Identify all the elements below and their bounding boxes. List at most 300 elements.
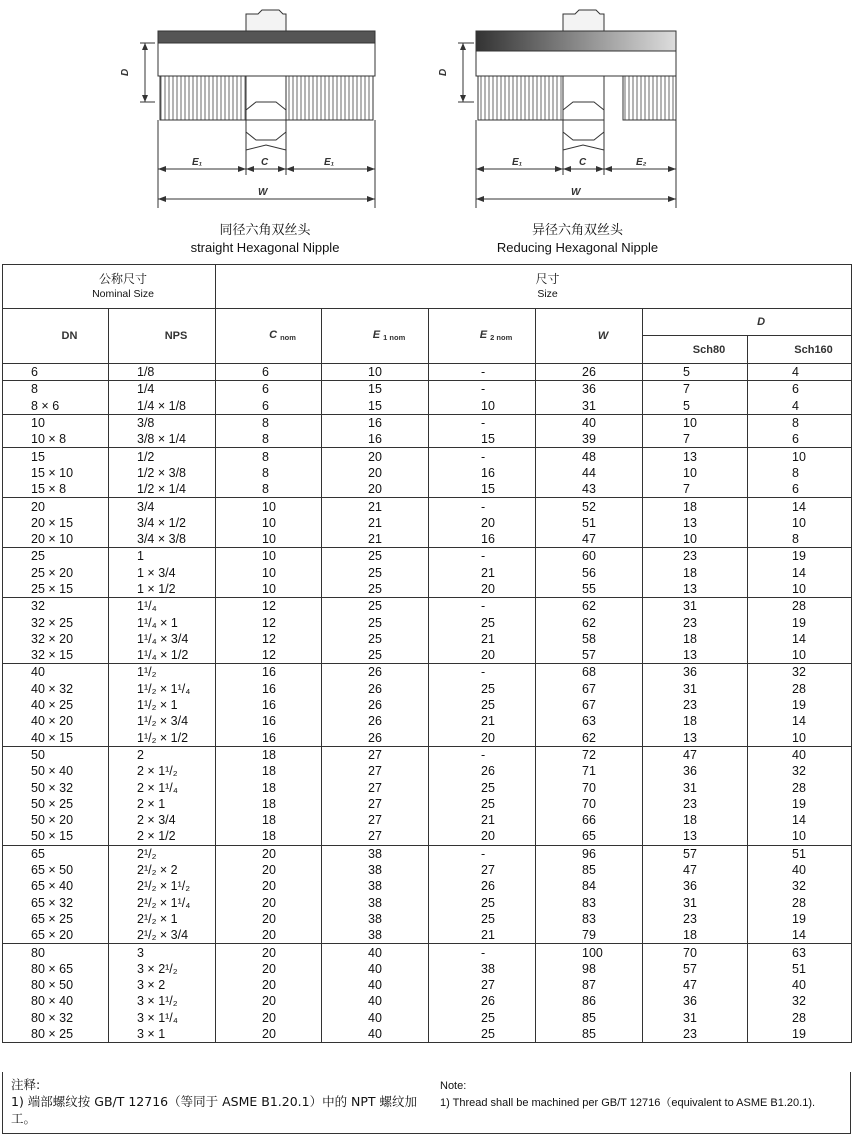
table-row: [3, 1010, 852, 1026]
table-cell: 10: [3, 414, 109, 431]
table-row: [3, 647, 852, 664]
table-cell: 26: [536, 364, 643, 381]
table-cell: 63: [748, 944, 852, 961]
table-cell: 36: [643, 664, 748, 681]
table-cell: 20: [216, 977, 322, 993]
table-cell: 12: [216, 598, 322, 615]
svg-text:E₁: E₁: [192, 157, 203, 168]
table-cell: 1 × 1/2: [109, 581, 216, 598]
table-cell: 20: [216, 927, 322, 944]
table-cell: 28: [748, 598, 852, 615]
table-cell: 31: [643, 598, 748, 615]
table-cell: 25: [429, 796, 536, 812]
table-cell: 25: [429, 1010, 536, 1026]
table-cell: 18: [643, 498, 748, 515]
table-cell: 1: [109, 548, 216, 565]
table-cell: 40: [322, 1010, 429, 1026]
table-cell: 32: [748, 763, 852, 779]
svg-text:C: C: [261, 157, 269, 168]
table-cell: 51: [536, 515, 643, 531]
table-cell: 3/4 × 1/2: [109, 515, 216, 531]
table-cell: 26: [429, 993, 536, 1009]
table-cell: 16: [216, 681, 322, 697]
table-cell: 14: [748, 812, 852, 828]
table-cell: 20: [429, 730, 536, 747]
table-cell: 2 × 1/2: [109, 828, 216, 845]
table-cell: 84: [536, 878, 643, 894]
table-cell: 18: [643, 565, 748, 581]
col-e2: E $_{2 nom}$: [429, 309, 536, 364]
table-cell: 15: [322, 398, 429, 415]
table-cell: 21: [322, 531, 429, 548]
table-cell: 6: [3, 364, 109, 381]
table-cell: 32: [3, 598, 109, 615]
table-cell: 18: [643, 713, 748, 729]
table-cell: 32: [748, 993, 852, 1009]
col-sch80: Sch80: [643, 336, 748, 364]
table-cell: 2¹/₂ × 1¹/₂: [109, 878, 216, 894]
table-cell: 31: [643, 681, 748, 697]
table-cell: 38: [322, 911, 429, 927]
table-row: [3, 993, 852, 1009]
table-cell: 7: [643, 381, 748, 398]
table-cell: 4: [748, 398, 852, 415]
table-row: [3, 531, 852, 548]
table-cell: 10: [216, 548, 322, 565]
table-cell: 21: [429, 631, 536, 647]
table-cell: 67: [536, 681, 643, 697]
table-cell: 1¹/₄: [109, 598, 216, 615]
table-cell: 1¹/₂: [109, 664, 216, 681]
table-cell: 25: [322, 565, 429, 581]
table-cell: 86: [536, 993, 643, 1009]
table-cell: 16: [429, 465, 536, 481]
table-cell: 20: [322, 481, 429, 498]
table-cell: 96: [536, 845, 643, 862]
table-cell: 21: [429, 812, 536, 828]
table-cell: 10: [429, 398, 536, 415]
table-cell: 8: [748, 531, 852, 548]
table-cell: 85: [536, 862, 643, 878]
table-cell: 57: [643, 961, 748, 977]
table-cell: 31: [643, 1010, 748, 1026]
table-cell: 15: [429, 431, 536, 448]
table-row: [3, 713, 852, 729]
table-cell: 40: [748, 977, 852, 993]
table-cell: 8: [748, 465, 852, 481]
table-cell: 40: [322, 961, 429, 977]
table-cell: 20: [216, 911, 322, 927]
col-dn: DN: [3, 309, 109, 364]
table-cell: 38: [429, 961, 536, 977]
table-cell: 25: [429, 895, 536, 911]
table-cell: 10: [643, 414, 748, 431]
table-cell: 19: [748, 548, 852, 565]
table-cell: 27: [322, 796, 429, 812]
table-cell: 83: [536, 911, 643, 927]
table-cell: 1¹/₂ × 1¹/₄: [109, 681, 216, 697]
table-cell: 65 × 50: [3, 862, 109, 878]
table-cell: 40: [322, 944, 429, 961]
table-cell: 23: [643, 1026, 748, 1043]
table-cell: 19: [748, 697, 852, 713]
table-cell: 8: [216, 414, 322, 431]
table-cell: 8: [216, 465, 322, 481]
table-cell: 1/4 × 1/8: [109, 398, 216, 415]
table-row: [3, 614, 852, 630]
table-cell: 10: [643, 531, 748, 548]
table-cell: 36: [643, 878, 748, 894]
table-cell: 10: [748, 828, 852, 845]
table-row: [3, 681, 852, 697]
table-cell: 1/2 × 3/8: [109, 465, 216, 481]
table-cell: 20: [216, 845, 322, 862]
table-cell: 15: [3, 448, 109, 465]
table-cell: 3/8 × 1/4: [109, 431, 216, 448]
table-cell: 20 × 10: [3, 531, 109, 548]
table-cell: 50 × 40: [3, 763, 109, 779]
table-cell: 65 × 25: [3, 911, 109, 927]
table-cell: 25 × 20: [3, 565, 109, 581]
table-cell: 23: [643, 548, 748, 565]
table-cell: 5: [643, 398, 748, 415]
table-cell: 16: [216, 697, 322, 713]
table-cell: 1¹/₄ × 1/2: [109, 647, 216, 664]
table-cell: 25: [3, 548, 109, 565]
table-cell: 20: [216, 862, 322, 878]
table-cell: 5: [643, 364, 748, 381]
table-cell: 55: [536, 581, 643, 598]
table-cell: 25: [429, 779, 536, 795]
table-cell: 20: [216, 944, 322, 961]
figures-area: [0, 0, 853, 262]
table-cell: 27: [322, 746, 429, 763]
table-cell: 19: [748, 614, 852, 630]
table-cell: 25: [322, 548, 429, 565]
table-cell: 10: [748, 647, 852, 664]
table-cell: 60: [536, 548, 643, 565]
table-cell: 68: [536, 664, 643, 681]
table-row: [3, 977, 852, 993]
table-cell: 1/4: [109, 381, 216, 398]
table-cell: 1/2 × 1/4: [109, 481, 216, 498]
table-cell: 70: [643, 944, 748, 961]
table-cell: 8: [216, 481, 322, 498]
table-cell: -: [429, 598, 536, 615]
table-cell: 19: [748, 911, 852, 927]
caption-reducing-zh: 异径六角双丝头: [531, 223, 623, 238]
table-cell: 80 × 32: [3, 1010, 109, 1026]
table-cell: 28: [748, 779, 852, 795]
table-cell: 1/2: [109, 448, 216, 465]
table-cell: 18: [216, 796, 322, 812]
table-cell: 26: [429, 763, 536, 779]
table-cell: 2¹/₂: [109, 845, 216, 862]
table-cell: 40: [3, 664, 109, 681]
straight-nipple-drawing: [120, 10, 375, 208]
table-cell: 26: [322, 730, 429, 747]
table-row: [3, 398, 852, 415]
table-cell: 3 × 2: [109, 977, 216, 993]
table-cell: 1¹/₂ × 1/2: [109, 730, 216, 747]
col-d: D: [643, 309, 852, 336]
table-cell: 36: [643, 993, 748, 1009]
table-row: [3, 431, 852, 448]
table-cell: 40: [322, 1026, 429, 1043]
table-cell: 70: [536, 779, 643, 795]
table-cell: 12: [216, 647, 322, 664]
table-cell: 3 × 1¹/₄: [109, 1010, 216, 1026]
notes-zh: [11, 1076, 426, 1127]
table-cell: 57: [643, 845, 748, 862]
svg-text:C: C: [579, 157, 587, 168]
table-row: [3, 414, 852, 431]
table-cell: 10: [748, 581, 852, 598]
table-body: [3, 364, 852, 1043]
table-row: [3, 581, 852, 598]
table-row: [3, 1026, 852, 1043]
table-cell: 20: [216, 1010, 322, 1026]
table-cell: 13: [643, 647, 748, 664]
svg-text:E₂: E₂: [636, 157, 647, 168]
table-cell: 25: [429, 697, 536, 713]
col-nps: NPS: [109, 309, 216, 364]
table-cell: -: [429, 746, 536, 763]
table-cell: 10: [216, 565, 322, 581]
table-cell: 13: [643, 828, 748, 845]
table-row: [3, 465, 852, 481]
table-cell: 40 × 15: [3, 730, 109, 747]
table-cell: 7: [643, 481, 748, 498]
table-cell: 14: [748, 631, 852, 647]
caption-reducing: [465, 222, 690, 256]
table-cell: 1/8: [109, 364, 216, 381]
table-cell: 32 × 15: [3, 647, 109, 664]
table-cell: 58: [536, 631, 643, 647]
table-cell: 62: [536, 730, 643, 747]
table-cell: 20: [3, 498, 109, 515]
header-size: 尺寸 Size: [216, 265, 852, 309]
table-row: [3, 878, 852, 894]
table-cell: 56: [536, 565, 643, 581]
table-row: [3, 862, 852, 878]
table-cell: 10: [748, 448, 852, 465]
table-cell: 48: [536, 448, 643, 465]
table-cell: 25: [322, 647, 429, 664]
table-cell: 10: [216, 515, 322, 531]
table-cell: 2¹/₂ × 1¹/₄: [109, 895, 216, 911]
table-cell: 19: [748, 796, 852, 812]
table-cell: 27: [429, 862, 536, 878]
table-cell: 10: [748, 515, 852, 531]
table-cell: 66: [536, 812, 643, 828]
table-cell: 21: [429, 927, 536, 944]
table-cell: 40: [748, 862, 852, 878]
table-cell: 26: [322, 713, 429, 729]
table-row: [3, 763, 852, 779]
table-cell: 16: [216, 730, 322, 747]
table-cell: 2 × 1: [109, 796, 216, 812]
table-cell: -: [429, 381, 536, 398]
svg-text:W: W: [571, 187, 581, 198]
table-cell: 31: [643, 895, 748, 911]
table-cell: 2 × 1¹/₂: [109, 763, 216, 779]
table-cell: 8: [216, 448, 322, 465]
table-cell: 18: [643, 631, 748, 647]
table-cell: 20: [216, 895, 322, 911]
table-cell: 40: [536, 414, 643, 431]
caption-straight: [150, 222, 380, 256]
table-cell: 26: [322, 697, 429, 713]
table-cell: 50 × 32: [3, 779, 109, 795]
table-cell: 6: [216, 364, 322, 381]
table-cell: 1¹/₄ × 3/4: [109, 631, 216, 647]
header-nominal-size: 公称尺寸 Nominal Size: [3, 265, 216, 309]
table-cell: 85: [536, 1010, 643, 1026]
table-cell: 83: [536, 895, 643, 911]
table-cell: 23: [643, 614, 748, 630]
table-cell: 12: [216, 614, 322, 630]
table-cell: 20: [429, 581, 536, 598]
notes-zh-1: 1) 端部螺纹按 GB/T 12716（等同于 ASME B1.20.1）中的 NPT 螺纹加工。: [11, 1094, 418, 1126]
table-cell: 14: [748, 927, 852, 944]
table-cell: 26: [429, 878, 536, 894]
table-cell: 72: [536, 746, 643, 763]
notes-en: [440, 1078, 850, 1112]
table-row: [3, 927, 852, 944]
table-cell: 85: [536, 1026, 643, 1043]
table-cell: 62: [536, 598, 643, 615]
table-cell: 25: [429, 1026, 536, 1043]
table-row: [3, 961, 852, 977]
table-cell: 4: [748, 364, 852, 381]
table-row: [3, 631, 852, 647]
notes-box: [2, 1072, 851, 1134]
table-cell: 10: [748, 730, 852, 747]
table-cell: 20: [216, 961, 322, 977]
table-cell: 65 × 40: [3, 878, 109, 894]
table-cell: 20: [322, 465, 429, 481]
table-cell: -: [429, 664, 536, 681]
table-cell: 25: [429, 911, 536, 927]
table-cell: 21: [429, 565, 536, 581]
table-cell: 63: [536, 713, 643, 729]
table-cell: 3 × 2¹/₂: [109, 961, 216, 977]
table-cell: 47: [536, 531, 643, 548]
table-cell: -: [429, 944, 536, 961]
table-cell: 57: [536, 647, 643, 664]
table-cell: 62: [536, 614, 643, 630]
table-row: [3, 796, 852, 812]
table-cell: 38: [322, 927, 429, 944]
table-cell: 1¹/₂ × 3/4: [109, 713, 216, 729]
table-cell: 25: [322, 598, 429, 615]
table-cell: 16: [322, 431, 429, 448]
table-cell: 6: [748, 381, 852, 398]
caption-reducing-en: Reducing Hexagonal Nipple: [496, 240, 659, 255]
table-cell: 18: [216, 812, 322, 828]
table-cell: 31: [536, 398, 643, 415]
caption-straight-zh: 同径六角双丝头: [219, 223, 311, 238]
table-cell: 23: [643, 796, 748, 812]
table-cell: 38: [322, 862, 429, 878]
table-cell: 40 × 20: [3, 713, 109, 729]
table-cell: 31: [643, 779, 748, 795]
table-cell: 40 × 25: [3, 697, 109, 713]
table-cell: 50 × 15: [3, 828, 109, 845]
table-cell: 38: [322, 895, 429, 911]
table-cell: 10: [216, 498, 322, 515]
table-cell: 1 × 3/4: [109, 565, 216, 581]
table-cell: 27: [322, 763, 429, 779]
table-cell: 65: [3, 845, 109, 862]
caption-straight-en: straight Hexagonal Nipple: [190, 240, 340, 255]
table-cell: 2¹/₂ × 2: [109, 862, 216, 878]
nipple-drawings: [0, 0, 853, 262]
table-cell: 21: [429, 713, 536, 729]
table-row: [3, 364, 852, 381]
table-cell: 8: [748, 414, 852, 431]
table-cell: -: [429, 548, 536, 565]
table-cell: -: [429, 498, 536, 515]
table-cell: -: [429, 364, 536, 381]
table-cell: 13: [643, 730, 748, 747]
table-row: [3, 381, 852, 398]
table-cell: 15: [322, 381, 429, 398]
table-cell: 50 × 20: [3, 812, 109, 828]
table-cell: 3 × 1: [109, 1026, 216, 1043]
table-cell: 20: [322, 448, 429, 465]
table-cell: 27: [322, 779, 429, 795]
table-cell: 28: [748, 681, 852, 697]
svg-text:E₁: E₁: [324, 157, 335, 168]
table-cell: 2: [109, 746, 216, 763]
table-cell: 65 × 32: [3, 895, 109, 911]
table-cell: 80: [3, 944, 109, 961]
table-cell: 43: [536, 481, 643, 498]
table-cell: 18: [216, 746, 322, 763]
table-cell: 50 × 25: [3, 796, 109, 812]
table-cell: 47: [643, 746, 748, 763]
table-cell: 39: [536, 431, 643, 448]
table-cell: 25: [322, 614, 429, 630]
table-row: [3, 498, 852, 515]
table-row: [3, 944, 852, 961]
table-cell: 25: [322, 581, 429, 598]
table-cell: 40 × 32: [3, 681, 109, 697]
svg-text:D: D: [438, 68, 449, 76]
col-c: C $_{nom}$: [216, 309, 322, 364]
table-cell: 26: [322, 664, 429, 681]
table-cell: 10: [216, 531, 322, 548]
table-cell: 8 × 6: [3, 398, 109, 415]
table-cell: 20: [429, 647, 536, 664]
table-cell: 18: [216, 828, 322, 845]
table-cell: 32: [748, 664, 852, 681]
table-cell: 32: [748, 878, 852, 894]
table-cell: 18: [216, 779, 322, 795]
table-row: [3, 812, 852, 828]
table-cell: 2 × 1¹/₄: [109, 779, 216, 795]
table-cell: 40: [748, 746, 852, 763]
table-cell: 8: [3, 381, 109, 398]
col-w: W: [536, 309, 643, 364]
table-cell: 25: [429, 681, 536, 697]
table-cell: 10: [216, 581, 322, 598]
table-cell: 14: [748, 565, 852, 581]
table-cell: 51: [748, 961, 852, 977]
table-cell: 6: [216, 398, 322, 415]
